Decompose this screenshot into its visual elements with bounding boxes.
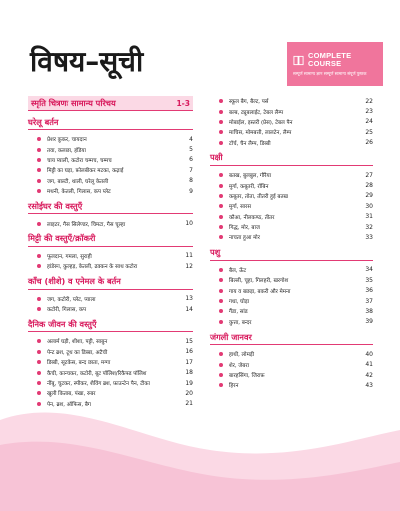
toc-item[interactable]	[28, 304, 193, 314]
toc-item-text: फूलदान, गमला, सुराही	[47, 253, 92, 260]
bullet-icon	[219, 173, 223, 177]
section-heading[interactable]	[210, 151, 373, 166]
bullet-icon	[37, 391, 41, 395]
toc-item[interactable]	[28, 155, 193, 165]
toc-item-list	[28, 294, 193, 315]
toc-item-page: 36	[365, 287, 373, 295]
toc-item-text: बारहसिंगा, जिराफ़	[229, 373, 265, 379]
toc-item[interactable]	[210, 127, 373, 137]
bullet-icon	[37, 254, 41, 258]
bullet-icon	[37, 339, 41, 343]
toc-item-page: 39	[365, 318, 373, 326]
bullet-icon	[219, 215, 223, 219]
toc-item-text: गाय व बछड़ा, बकरी और मेमना	[229, 288, 291, 295]
toc-item[interactable]	[210, 201, 373, 211]
toc-item-text: नींबू, चुटकर, स्पीकर, शैविंग ब्रश, फ़ाउन्टेन पैन, टीका	[47, 381, 150, 388]
toc-item-page: 22	[365, 97, 373, 105]
toc-item-page: 31	[365, 213, 373, 221]
section-page-number: 1-3	[176, 98, 190, 108]
section-heading[interactable]	[28, 115, 193, 130]
toc-item[interactable]	[28, 336, 193, 346]
toc-left-column	[28, 96, 193, 409]
toc-item-page: 24	[365, 118, 373, 126]
toc-item-text: स्कूल बैग, बैल्ट, पर्स	[229, 99, 269, 106]
toc-item-text: पेन्ट ब्रश, टूथ का डिब्बा, अटैची	[47, 349, 108, 356]
toc-item-text: शेर, जेबरा	[229, 362, 249, 369]
toc-item-text: माचिस, मोमबत्ती, लालटेन, लैम्प	[229, 130, 292, 137]
bullet-icon	[219, 141, 223, 145]
toc-item-text: बैल, ऊँट	[229, 267, 247, 274]
toc-item-page: 11	[185, 252, 193, 260]
brand-name-line1: COMPLETE	[308, 51, 352, 60]
toc-item[interactable]	[210, 117, 373, 127]
toc-item[interactable]	[210, 170, 373, 180]
brand-logo	[287, 42, 383, 86]
toc-item-page: 19	[185, 379, 193, 387]
bullet-icon	[219, 184, 223, 188]
toc-item-text: खुली किताब, पंखा, रुबर	[47, 391, 96, 398]
toc-item-text: हाथी, लोमड़ी	[229, 352, 255, 359]
section-title: मिट्टी की वस्तुएँ/क्रॉकरी	[28, 233, 96, 244]
toc-item-text: कौआ, नीलकण्ठ, तीतर	[229, 214, 275, 221]
toc-item[interactable]	[28, 186, 193, 196]
toc-item-page: 42	[365, 371, 373, 379]
bullet-icon	[37, 264, 41, 268]
toc-item-page: 23	[365, 108, 373, 116]
toc-item[interactable]	[28, 347, 193, 357]
toc-item[interactable]	[28, 261, 193, 271]
toc-item-text: टॉर्च, चैन लैम्प, डिब्बी	[229, 140, 271, 147]
toc-item-text: मोबाईल, इस्तरी (प्रेस), टेबल पैन	[229, 119, 293, 126]
toc-item[interactable]	[210, 275, 373, 285]
toc-item[interactable]	[28, 144, 193, 154]
toc-item-text: जग, कटोरी, प्लेट, प्याला	[47, 296, 96, 303]
bullet-icon	[219, 352, 223, 356]
book-icon	[293, 55, 304, 66]
bullet-icon	[219, 363, 223, 367]
toc-item-text: गिद्ध, मोर, बाज	[229, 225, 260, 232]
bullet-icon	[37, 168, 41, 172]
bullet-icon	[219, 225, 223, 229]
toc-item-text: गैंडा, सांड	[229, 309, 248, 316]
toc-item-list	[28, 218, 193, 228]
toc-item-page: 4	[189, 135, 193, 143]
toc-item-text: डिब्बी, सूटकेस, बन्द छाता, मग्गा	[47, 360, 111, 367]
toc-item-page: 12	[185, 262, 193, 270]
toc-item-text: पेन, ब्रश, ऑफिस, बैग	[47, 401, 91, 408]
brand-name-line2: COURSE	[308, 59, 342, 68]
section-heading[interactable]	[28, 275, 193, 290]
toc-item-page: 35	[365, 276, 373, 284]
bullet-icon	[219, 309, 223, 313]
toc-item[interactable]	[210, 296, 373, 306]
section-title: पक्षी	[210, 152, 223, 163]
section-heading[interactable]	[210, 246, 373, 261]
bullet-icon	[37, 297, 41, 301]
toc-item-list	[210, 96, 373, 148]
bullet-icon	[37, 307, 41, 311]
toc-item-text: मुर्गा, कबूतरी, रॉबिन	[229, 183, 269, 190]
toc-item[interactable]	[210, 222, 373, 232]
toc-item[interactable]	[210, 96, 373, 106]
toc-item-page: 27	[365, 171, 373, 179]
section-heading[interactable]	[28, 317, 193, 332]
bullet-icon	[219, 204, 223, 208]
toc-item-list	[28, 134, 193, 196]
section-heading[interactable]	[210, 330, 373, 345]
toc-item[interactable]	[28, 388, 193, 398]
section-heading[interactable]	[28, 96, 193, 111]
toc-item[interactable]	[28, 176, 193, 186]
section-title: स्मृति चित्रणः सामान्य परिचय	[31, 97, 116, 108]
toc-item-list	[210, 265, 373, 327]
toc-item-page: 41	[365, 361, 373, 369]
bullet-icon	[219, 235, 223, 239]
bullet-icon	[37, 402, 41, 406]
section-heading[interactable]	[28, 232, 193, 247]
toc-item-text: मुर्गा, सारस	[229, 204, 251, 211]
bullet-icon	[219, 194, 223, 198]
toc-item-text: बल्ब, ट्यूबलाईट, टेबल लैम्प	[229, 109, 284, 116]
toc-item-text: कैची, कान्चकर, कटोरी, बूट पॉलिश/रिकैफ्ड पॉलिश	[47, 370, 147, 377]
toc-item-text: चाय प्याली, कटोरा चम्मच, चम्मच	[47, 157, 112, 164]
bullet-icon	[37, 148, 41, 152]
toc-right-column	[210, 96, 373, 391]
toc-item-text: मिट्टी का घड़ा, फ़ोलबीकर मटका, कढ़ाई	[47, 168, 124, 175]
toc-item-list	[210, 349, 373, 391]
bullet-icon	[219, 120, 223, 124]
toc-item-page: 15	[185, 337, 193, 345]
bullet-icon	[219, 110, 223, 114]
toc-item-page: 17	[185, 358, 193, 366]
toc-item-text: बिल्ली, चूहा, गिलहरी, खरगोश	[229, 278, 289, 285]
toc-item-text: कबूतर, तोता, तीतरी हुई बतख	[229, 193, 288, 200]
bullet-icon	[37, 137, 41, 141]
toc-item-page: 8	[189, 177, 193, 185]
toc-item-page: 26	[365, 139, 373, 147]
toc-item-text: जग, बाल्टी, थाली, घरेलू केतली	[47, 178, 109, 185]
toc-item[interactable]	[210, 349, 373, 359]
bullet-icon	[37, 189, 41, 193]
toc-item[interactable]	[28, 165, 193, 175]
toc-item-page: 32	[365, 223, 373, 231]
toc-item[interactable]	[210, 180, 373, 190]
toc-item[interactable]	[210, 370, 373, 380]
toc-item-page: 10	[185, 220, 193, 228]
toc-item[interactable]	[28, 251, 193, 261]
toc-item-page: 37	[365, 297, 373, 305]
toc-item[interactable]	[210, 317, 373, 327]
toc-item-text: बतख, बुलबुल, गौरैया	[229, 173, 272, 180]
toc-item-page: 21	[185, 400, 193, 408]
bullet-icon	[219, 373, 223, 377]
toc-item-list	[28, 336, 193, 409]
toc-item-page: 14	[185, 305, 193, 313]
toc-item-text: तवा, कलछा, हंडिया	[47, 147, 86, 154]
bullet-icon	[219, 130, 223, 134]
bullet-icon	[37, 360, 41, 364]
toc-item[interactable]	[28, 399, 193, 409]
toc-item[interactable]	[210, 380, 373, 390]
section-title: जंगली जानवर	[210, 331, 252, 342]
section-title: दैनिक जीवन की वस्तुएँ	[28, 318, 97, 329]
toc-item[interactable]	[28, 218, 193, 228]
toc-item-text: कुत्ता, बन्दर	[229, 319, 252, 326]
toc-item-page: 6	[189, 156, 193, 164]
toc-item[interactable]	[210, 306, 373, 316]
section-title: काँच (शीशे) व एनेमल के बर्तन	[28, 276, 121, 287]
toc-item-text: हिरन	[229, 383, 239, 390]
toc-item-page: 13	[185, 295, 193, 303]
toc-item[interactable]	[28, 357, 193, 367]
toc-item-page: 40	[365, 350, 373, 358]
toc-item-page: 9	[189, 187, 193, 195]
toc-item-page: 29	[365, 192, 373, 200]
toc-item[interactable]	[210, 191, 373, 201]
toc-item[interactable]	[210, 265, 373, 275]
toc-item-list	[28, 251, 193, 272]
bullet-icon	[219, 320, 223, 324]
bullet-icon	[219, 268, 223, 272]
toc-item-text: प्रेशर कुकर, चायदान	[47, 137, 87, 144]
toc-item-page: 34	[365, 266, 373, 274]
toc-item-page: 38	[365, 307, 373, 315]
toc-item-page: 33	[365, 233, 373, 241]
section-title: घरेलू बर्तन	[28, 116, 59, 127]
bullet-icon	[219, 278, 223, 282]
toc-item-text: अलार्म घड़ी, शीशा, पट्टी, साबुन	[47, 339, 108, 346]
toc-item-page: 43	[365, 381, 373, 389]
toc-item-page: 25	[365, 128, 373, 136]
toc-item-page: 5	[189, 146, 193, 154]
toc-item[interactable]	[28, 294, 193, 304]
toc-item-page: 20	[185, 389, 193, 397]
toc-item-list	[210, 170, 373, 243]
toc-item-text: गधा, घोड़ा	[229, 299, 250, 306]
toc-item-page: 16	[185, 348, 193, 356]
toc-item[interactable]	[28, 367, 193, 377]
toc-item-text: लाइटर, गैस सिलेण्डर, चिमटा, गैस चूल्हा	[47, 221, 126, 228]
toc-item[interactable]	[210, 106, 373, 116]
toc-item[interactable]	[210, 285, 373, 295]
bullet-icon	[37, 179, 41, 183]
section-heading[interactable]	[28, 199, 193, 214]
page-title: विषय–सूची	[30, 45, 144, 78]
section-title: पशु	[210, 247, 221, 258]
toc-item[interactable]	[210, 212, 373, 222]
toc-item-text: हांडेरूा, कुल्हड़, केतली, ढक्कन के साथ कटोरा	[47, 264, 138, 271]
brand-tagline: सम्पूर्ण सामान्य ज्ञान सम्पूर्ण सामान्य संपूर्ण पुस्तक	[293, 71, 367, 76]
section-title: रसोईघर की वस्तुएँ	[28, 200, 83, 211]
bullet-icon	[219, 383, 223, 387]
toc-item[interactable]	[28, 378, 193, 388]
toc-item[interactable]	[210, 138, 373, 148]
toc-item-page: 30	[365, 202, 373, 210]
toc-item-page: 7	[189, 166, 193, 174]
bullet-icon	[219, 99, 223, 103]
toc-item-text: नाचता हुआ मोर	[229, 235, 260, 242]
bullet-icon	[37, 381, 41, 385]
toc-item-text: कटोरी, गिलास, कप	[47, 307, 87, 314]
bullet-icon	[37, 371, 41, 375]
bullet-icon	[219, 289, 223, 293]
bullet-icon	[37, 158, 41, 162]
toc-item[interactable]	[210, 359, 373, 369]
toc-item-page: 18	[185, 369, 193, 377]
bullet-icon	[219, 299, 223, 303]
bullet-icon	[37, 350, 41, 354]
bullet-icon	[37, 222, 41, 226]
toc-item[interactable]	[28, 134, 193, 144]
toc-item-text: मथनी, केतली, गिलास, कप प्लेट	[47, 189, 111, 196]
toc-item[interactable]	[210, 232, 373, 242]
toc-item-page: 28	[365, 182, 373, 190]
